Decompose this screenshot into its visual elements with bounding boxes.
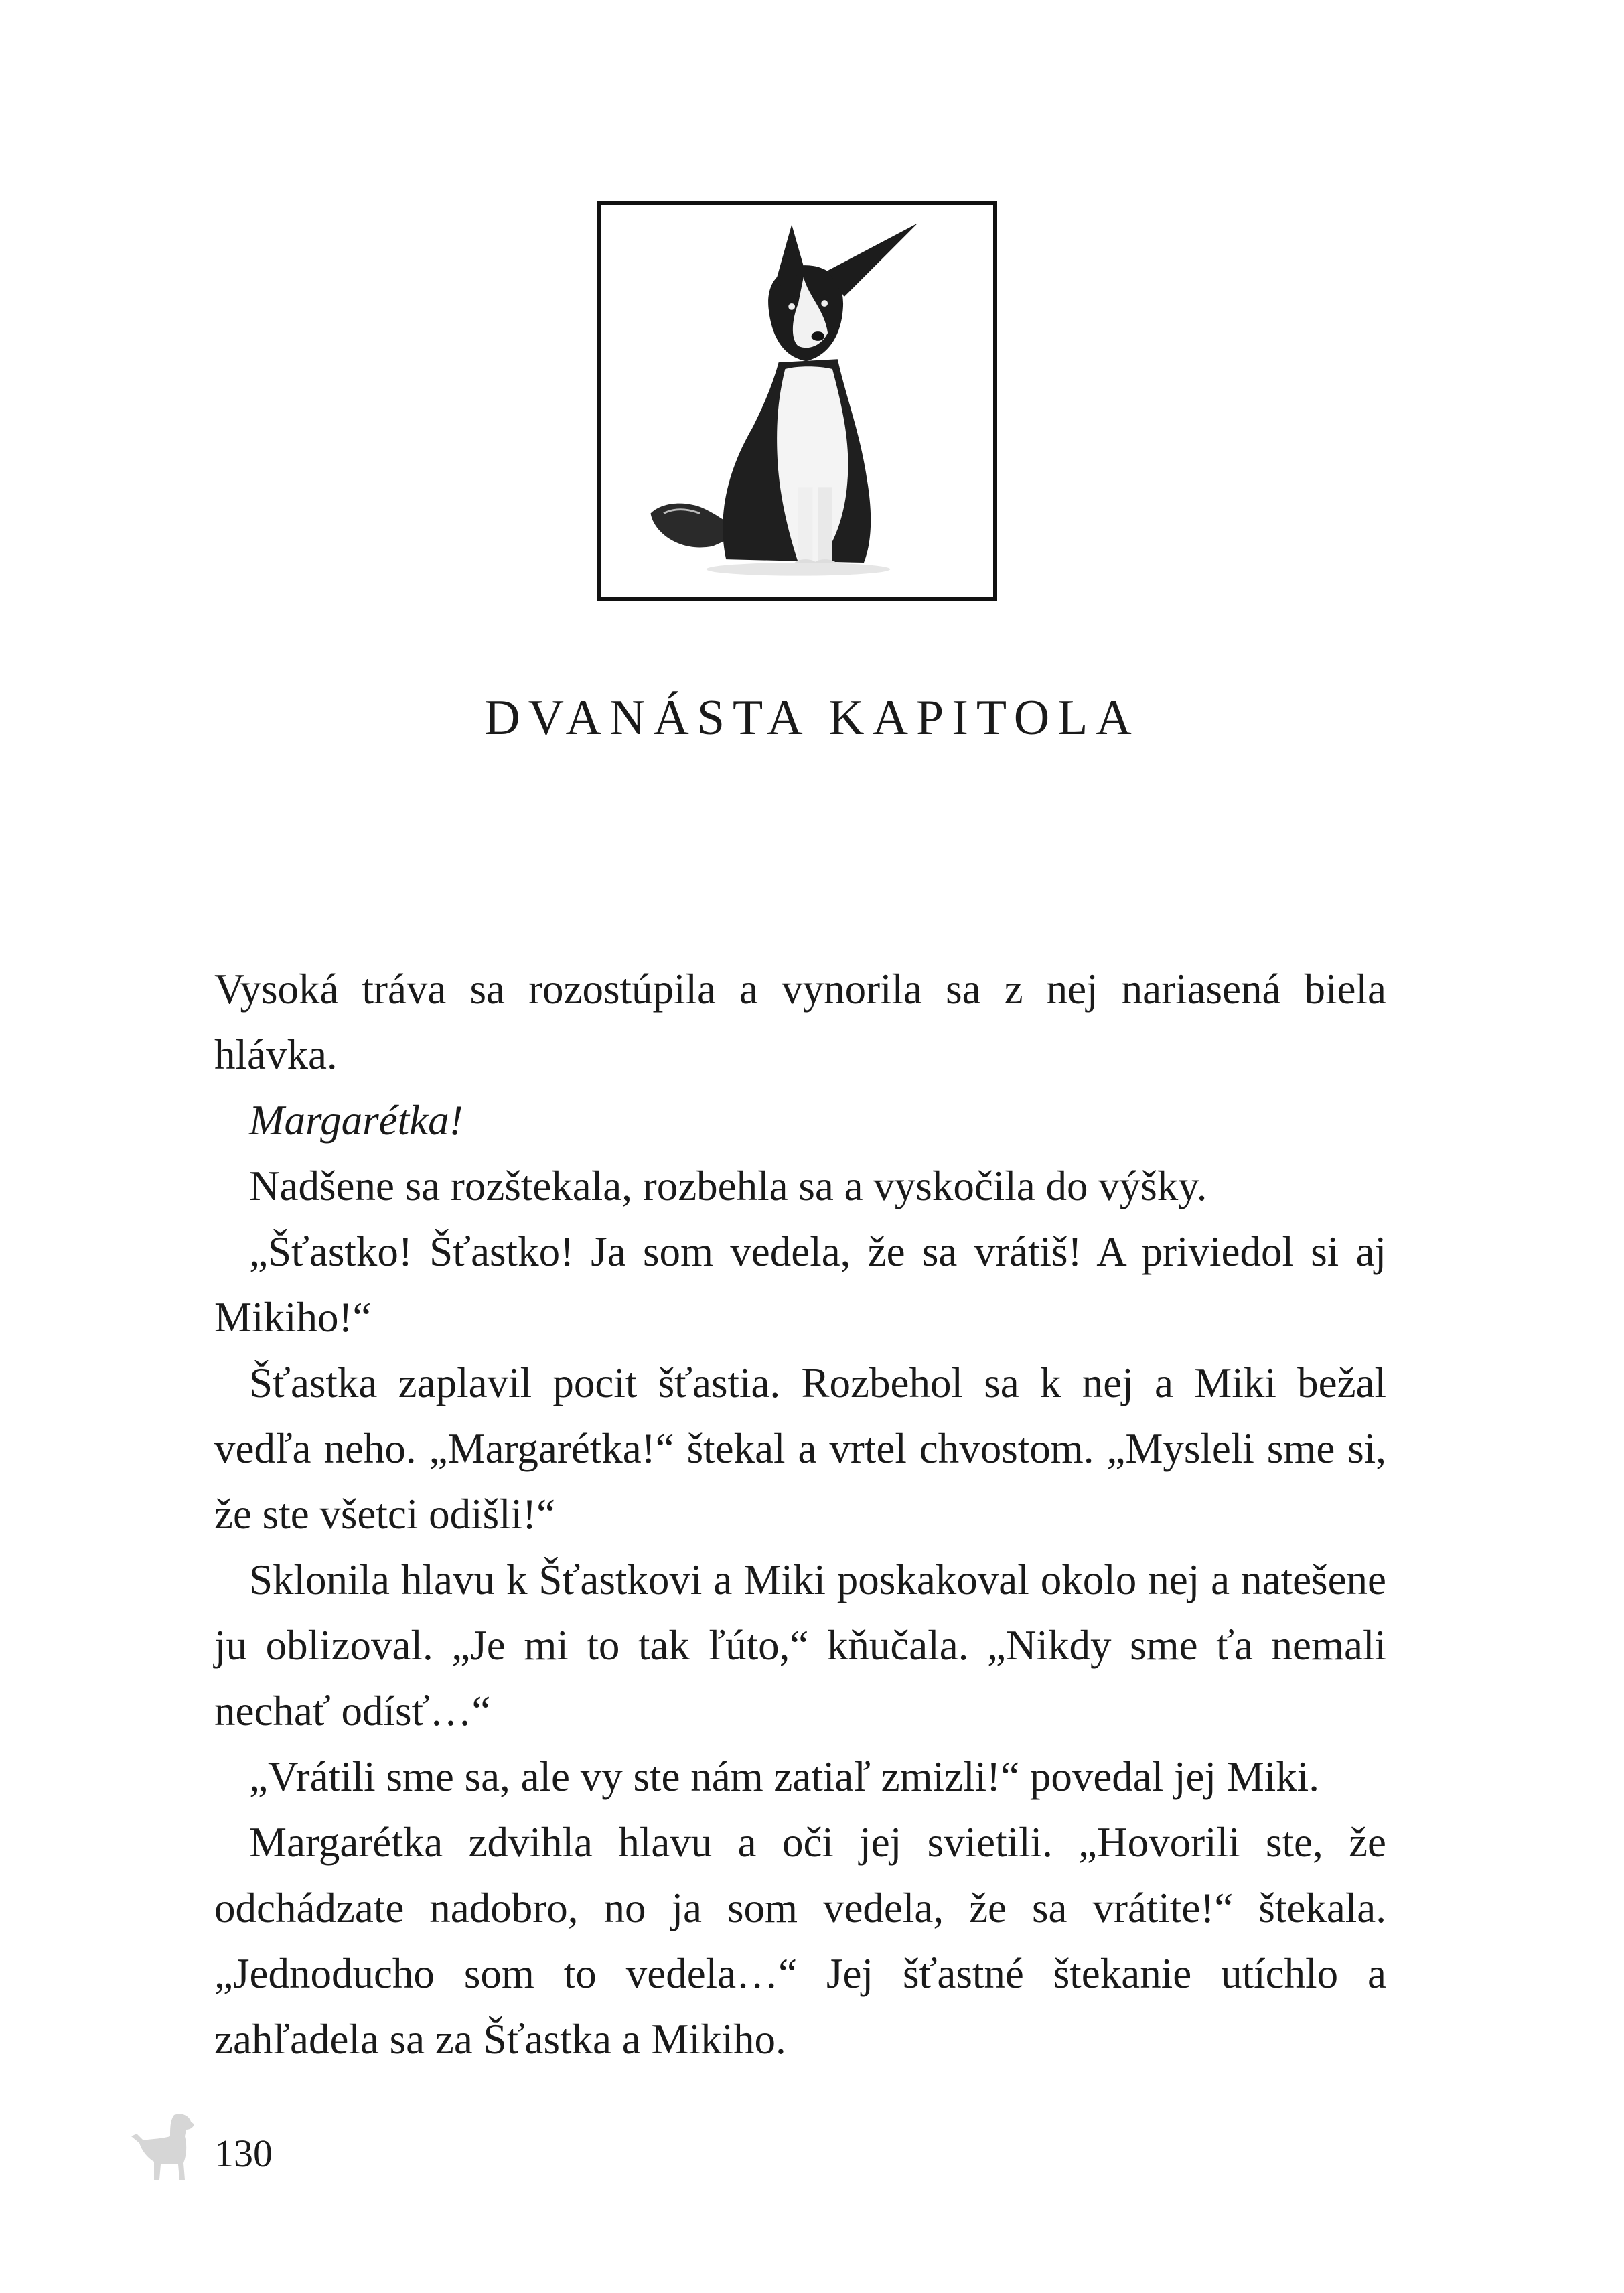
paragraph: Sklonila hlavu k Šťastkovi a Miki poskakoval okolo nej a natešene ju oblizoval. „Je mi to tak ľúto,“ kňučala. „Nikdy sme ťa nemali nechať odísť…“ — [214, 1556, 1386, 1734]
border-collie-dog-illustration — [601, 205, 993, 597]
page-number: 130 — [214, 2132, 273, 2175]
dog-silhouette-icon — [127, 2110, 204, 2183]
page-footer — [127, 2103, 395, 2183]
paragraph: „Šťastko! Šťastko! Ja som vedela, že sa vrátiš! A priviedol si aj Mikiho!“ — [214, 1228, 1386, 1341]
paragraph: Vysoká tráva sa rozostúpila a vynorila sa z nej nariasená biela hlávka. — [214, 966, 1386, 1078]
chapter-body-text — [214, 956, 1386, 2072]
chapter-illustration-frame — [597, 201, 997, 601]
paragraph: „Vrátili sme sa, ale vy ste nám zatiaľ zmizli!“ povedal jej Miki. — [249, 1753, 1320, 1800]
paragraph: Nadšene sa rozštekala, rozbehla sa a vyskočila do výšky. — [249, 1163, 1207, 1209]
paragraph: Šťastka zaplavil pocit šťastia. Rozbehol sa k nej a Miki bežal vedľa neho. „Margarétka!“ štekal a vrtel chvostom. „Mysleli sme si, že ste všetci odišli!“ — [214, 1359, 1386, 1538]
chapter-title: DVANÁSTA KAPITOLA — [484, 690, 1140, 745]
paragraph: Margarétka! — [249, 1097, 463, 1144]
paragraph: Margarétka zdvihla hlavu a oči jej svietili. „Hovorili ste, že odchádzate nadobro, no ja som vedela, že sa vrátite!“ štekala. „Jednoducho som to vedela…“ Jej šťastné štekanie utíchlo a zahľadela sa za Šťastka a Mikiho. — [214, 1819, 1386, 2063]
